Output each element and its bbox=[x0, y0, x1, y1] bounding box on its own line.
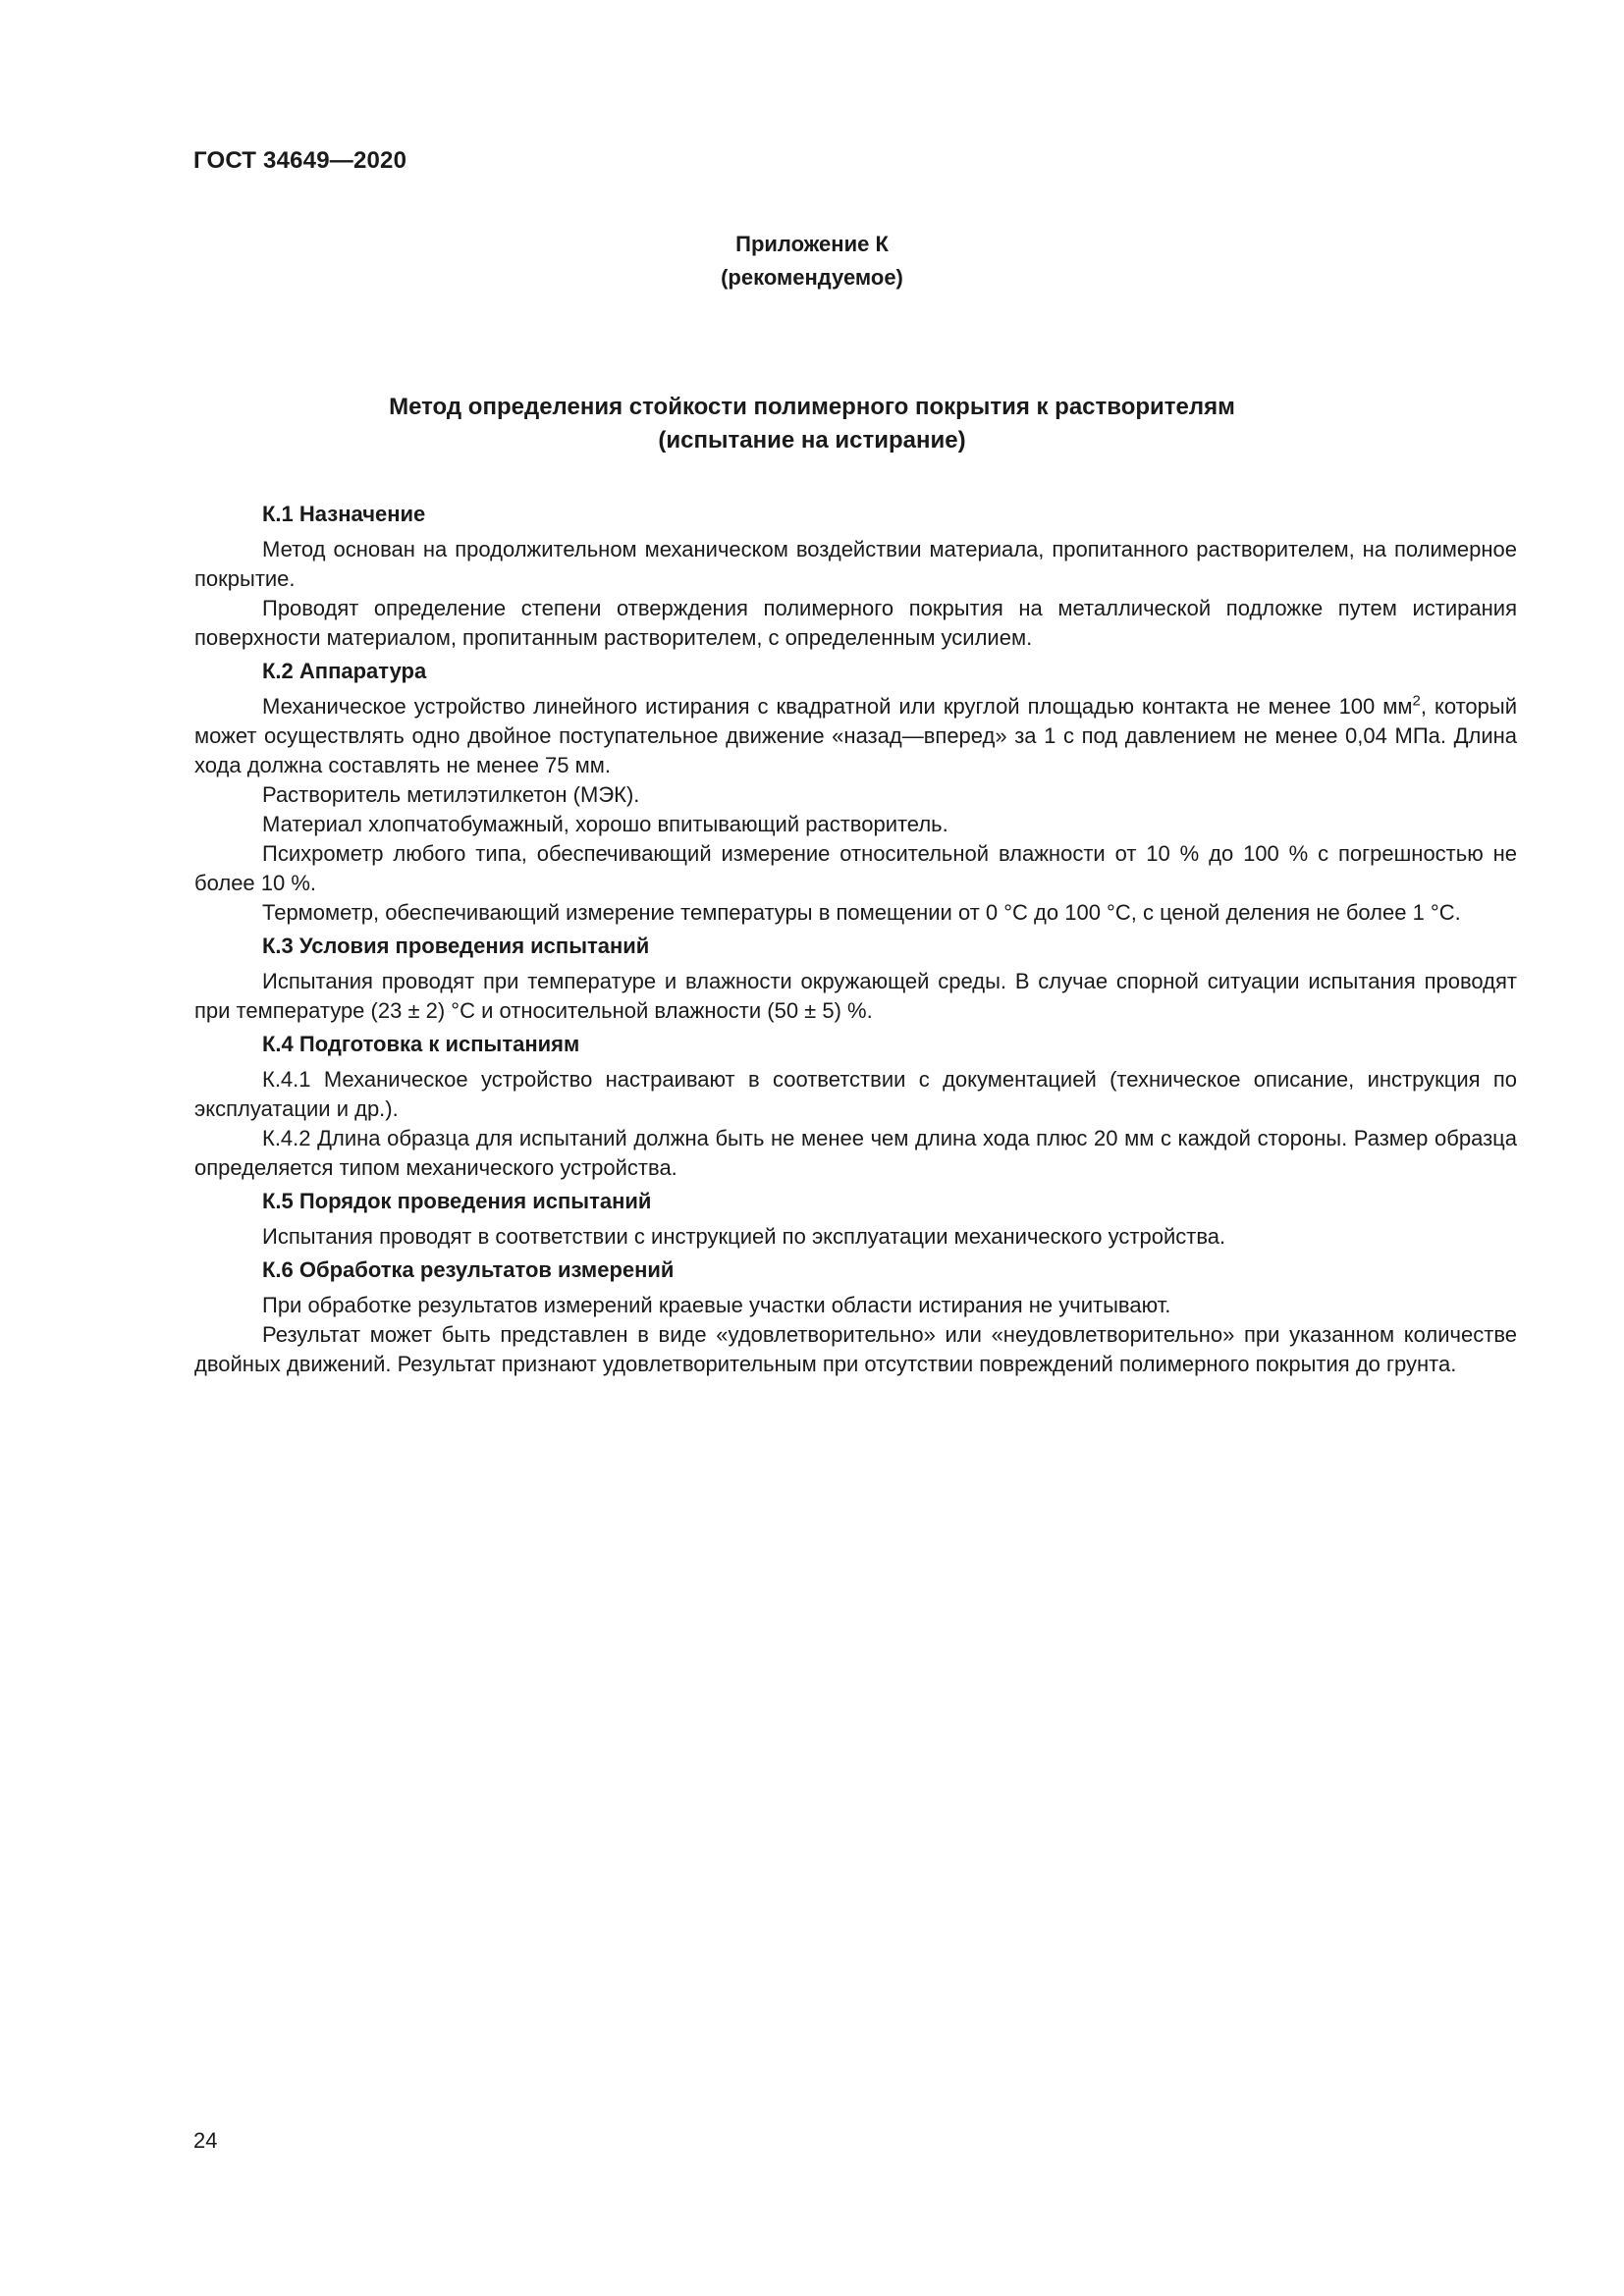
paragraph: Проводят определение степени отверждения полимерного покрытия на металлической подложке путем истирания поверхности материалом, пропитанным растворителем, с определенным усилием. bbox=[194, 596, 1517, 650]
paragraph: К.4.1 Механическое устройство настраивают в соответствии с документацией (техническое описание, инструкция по эксплуатации и др.). bbox=[194, 1067, 1517, 1121]
section-k1-heading: К.1 Назначение bbox=[262, 502, 426, 526]
appendix-status: (рекомендуемое) bbox=[721, 265, 903, 290]
section-k4-heading: К.4 Подготовка к испытаниям bbox=[262, 1032, 580, 1056]
paragraph: Испытания проводят в соответствии с инструкцией по эксплуатации механического устройства. bbox=[262, 1224, 1226, 1249]
paragraph: При обработке результатов измерений краевые участки области истирания не учитывают. bbox=[262, 1293, 1171, 1317]
appendix-heading bbox=[0, 228, 1624, 294]
appendix-label: Приложение К bbox=[735, 232, 889, 256]
text-run: Механическое устройство линейного истирания с квадратной или круглой площадью контакта не менее 100 мм bbox=[262, 694, 1413, 719]
paragraph: Метод основан на продолжительном механическом воздействии материала, пропитанного растворителем, на полимерное покрытие. bbox=[194, 537, 1517, 591]
paragraph: Термометр, обеспечивающий измерение температуры в помещении от 0 °С до 100 °С, с ценой деления не более 1 °С. bbox=[262, 900, 1461, 925]
document-body bbox=[194, 496, 1517, 1379]
section-k5-heading: К.5 Порядок проведения испытаний bbox=[262, 1189, 652, 1213]
appendix-title bbox=[0, 391, 1624, 457]
section-k6-heading: К.6 Обработка результатов измерений bbox=[262, 1257, 675, 1282]
superscript: 2 bbox=[1412, 692, 1421, 710]
text-run: , который может осуществлять одно двойное поступательное движение «назад—вперед» за 1 с под давлением не менее 0,04 МПа. Длина хода должна составлять не менее 75 мм. bbox=[194, 694, 1518, 777]
section-k2-heading: К.2 Аппаратура bbox=[262, 659, 427, 683]
paragraph: Психрометр любого типа, обеспечивающий измерение относительной влажности от 10 % до 100 % с погрешностью не более 10 %. bbox=[194, 841, 1517, 895]
page-number: 24 bbox=[193, 2128, 218, 2153]
paragraph: Испытания проводят при температуре и влажности окружающей среды. В случае спорной ситуации испытания проводят при температуре (23 ± 2) °С и относительной влажности (50 ± 5) %. bbox=[194, 969, 1517, 1023]
title-line-2: (испытание на истирание) bbox=[658, 427, 966, 454]
paragraph bbox=[194, 692, 1517, 780]
paragraph: Растворитель метилэтилкетон (МЭК). bbox=[262, 782, 640, 807]
paragraph: К.4.2 Длина образца для испытаний должна быть не менее чем длина хода плюс 20 мм с каждой стороны. Размер образца определяется типом механического устройства. bbox=[194, 1126, 1517, 1180]
section-k3-heading: К.3 Условия проведения испытаний bbox=[262, 934, 650, 958]
paragraph: Материал хлопчатобумажный, хорошо впитывающий растворитель. bbox=[262, 812, 948, 836]
paragraph: Результат может быть представлен в виде «удовлетворительно» или «неудовлетворительно» при указанном количестве двойных движений. Результат признают удовлетворительным при отсутствии повреждений полимерного покрытия до грунта. bbox=[194, 1322, 1517, 1376]
title-line-1: Метод определения стойкости полимерного покрытия к растворителям bbox=[389, 394, 1235, 420]
document-code: ГОСТ 34649—2020 bbox=[193, 147, 407, 174]
